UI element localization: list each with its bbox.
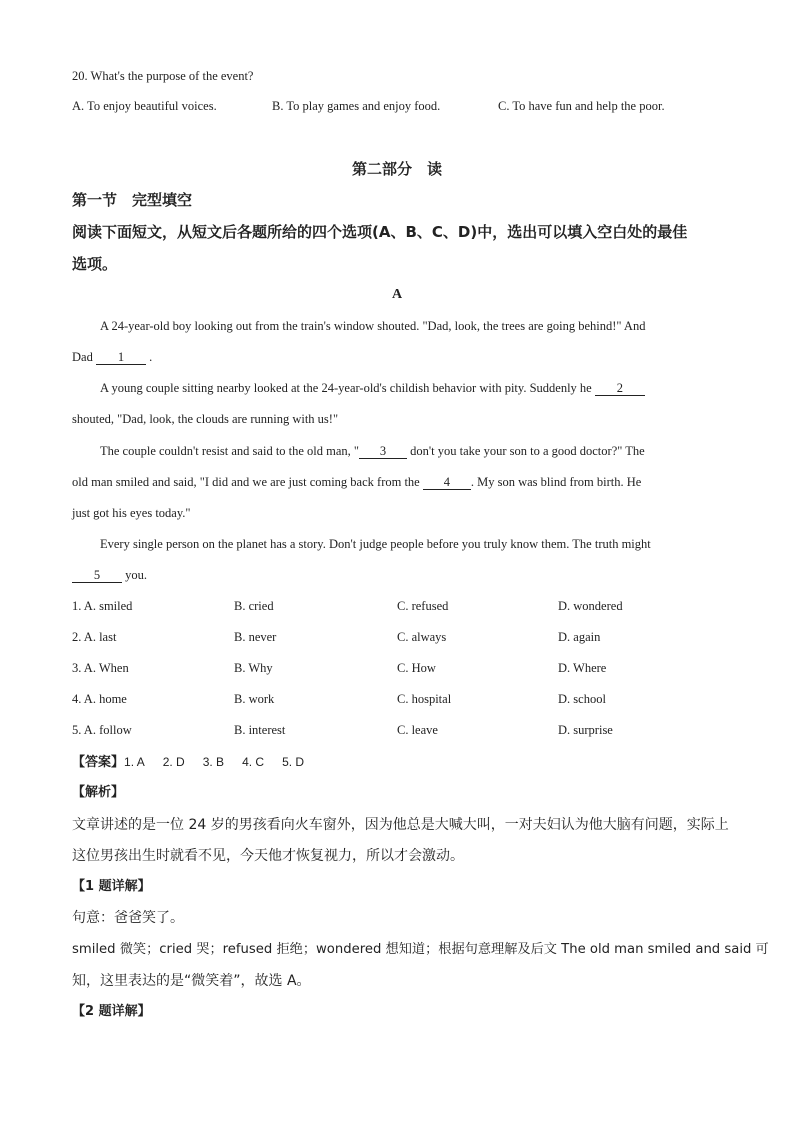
choice: 4. A. home — [72, 692, 127, 706]
blank-5: 5 — [72, 569, 122, 583]
passage-line: A young couple sitting nearby looked at the 24-year-old's childish behavior with pity. Suddenly he 2 — [100, 380, 645, 396]
choice: C. always — [397, 630, 447, 644]
passage-line: just got his eyes today." — [72, 506, 191, 520]
choice: B. cried — [234, 599, 274, 613]
choice: 2. A. last — [72, 630, 117, 644]
choice: C. hospital — [397, 692, 452, 706]
analysis-label: 【解析】 — [72, 785, 125, 800]
q20-option-a: A. To enjoy beautiful voices. — [72, 99, 217, 113]
choice: D. school — [558, 692, 606, 706]
q20-option-c: C. To have fun and help the poor. — [498, 99, 665, 113]
analysis-line: 文章讲述的是一位 24 岁的男孩看向火车窗外，因为他总是大喊大叫，一对夫妇认为他大脑有问题，实际上 — [72, 817, 729, 833]
question-20: 20. What's the purpose of the event? — [72, 69, 254, 83]
choice: B. work — [234, 692, 275, 706]
choice: C. leave — [397, 723, 438, 737]
answer-item: 5. D — [282, 755, 305, 769]
choice: B. Why — [234, 661, 273, 675]
blank-2: 2 — [595, 382, 645, 396]
choice: 5. A. follow — [72, 723, 132, 737]
passage-line: Every single person on the planet has a story. Don't judge people before you truly know them. The truth might — [100, 537, 651, 551]
passage-line: The couple couldn't resist and said to the old man, " 3 don't you take your son to a good doctor?" The — [100, 444, 645, 458]
answer-item: 1. A — [124, 755, 145, 769]
detail-2-label: 【2 题详解】 — [72, 1004, 151, 1019]
choice: C. refused — [397, 599, 449, 613]
answer-label: 【答案】 — [72, 754, 125, 769]
passage-line: 5 you. — [72, 567, 147, 583]
q20-option-b: B. To play games and enjoy food. — [272, 99, 441, 113]
detail-line: 句意：爸爸笑了。 — [72, 910, 184, 926]
detail-line: smiled 微笑；cried 哭；refused 拒绝；wondered 想知道；根据句意理解及后文 The old man smiled and said 可 — [72, 942, 769, 957]
answer-item: 3. B — [202, 755, 225, 769]
answer-item: 2. D — [162, 755, 185, 769]
blank-4: 4 — [423, 476, 471, 490]
choice: D. wondered — [558, 599, 623, 613]
detail-1-label: 【1 题详解】 — [72, 879, 151, 894]
answer-item: 4. C — [242, 755, 265, 769]
instruction-line-2: 选项。 — [72, 255, 118, 273]
choice: C. How — [397, 661, 436, 675]
choice: D. surprise — [558, 723, 613, 737]
passage-line: A 24-year-old boy looking out from the train's window shouted. "Dad, look, the trees are going behind!" And — [100, 319, 646, 333]
blank-1: 1 — [96, 351, 146, 365]
choice: 1. A. smiled — [72, 599, 133, 613]
choice: D. Where — [558, 661, 607, 675]
passage-line: Dad 1 . — [72, 350, 153, 364]
instruction-line-1: 阅读下面短文，从短文后各题所给的四个选项(A、B、C、D)中，选出可以填入空白处的最佳 — [72, 223, 688, 241]
choice: 3. A. When — [72, 661, 129, 675]
passage-label: A — [391, 287, 403, 302]
passage-line: old man smiled and said, "I did and we are just coming back from the 4 . My son was blind from birth. He — [72, 475, 642, 489]
blank-3: 3 — [359, 445, 407, 459]
passage-line: shouted, "Dad, look, the clouds are running with us!" — [72, 412, 339, 426]
answer-line — [72, 754, 322, 770]
detail-line: 知，这里表达的是“微笑着”，故选 A。 — [72, 973, 311, 989]
choice: D. again — [558, 630, 601, 644]
section-title: 第一节 完型填空 — [72, 191, 193, 209]
choice: B. interest — [234, 723, 286, 737]
part-title: 第二部分 读 — [351, 160, 442, 178]
analysis-line: 这位男孩出生时就看不见，今天他才恢复视力，所以才会激动。 — [72, 848, 464, 864]
choice: B. never — [234, 630, 277, 644]
